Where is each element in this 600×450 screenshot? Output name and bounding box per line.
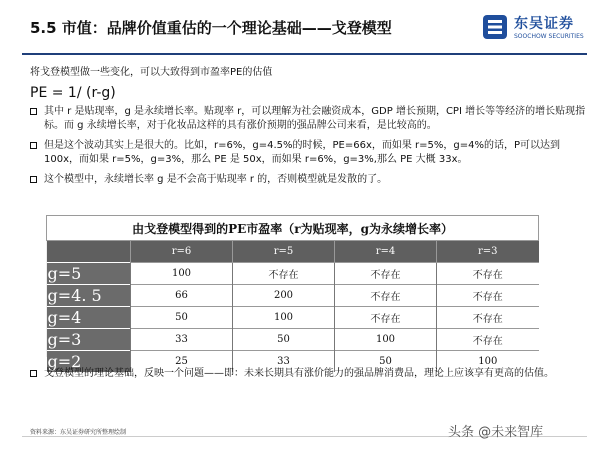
table-cell: 不存在 xyxy=(437,307,539,329)
pe-formula: PE = 1/ (r-g) xyxy=(30,85,116,101)
table-cell: 50 xyxy=(131,307,233,329)
checkbox-bullet-icon xyxy=(30,108,37,115)
table-cell: 100 xyxy=(131,263,233,285)
table-cell: 不存在 xyxy=(437,285,539,307)
table-cell: 不存在 xyxy=(233,263,335,285)
table-cell: 50 xyxy=(335,351,437,373)
slide-content xyxy=(30,66,586,193)
table-cell: 66 xyxy=(131,285,233,307)
row-header: g=5 xyxy=(47,263,131,285)
column-header: r=4 xyxy=(335,241,437,263)
pe-table-panel xyxy=(46,215,538,371)
table-title-row xyxy=(47,216,539,241)
table-row xyxy=(47,263,539,285)
table-cell: 33 xyxy=(131,329,233,351)
logo-text-en: SOOCHOW SECURITIES xyxy=(514,33,584,40)
column-header: r=6 xyxy=(131,241,233,263)
checkbox-bullet-icon xyxy=(30,176,37,183)
header-divider xyxy=(22,53,587,55)
table-title: 由戈登模型得到的PE市盈率（r为贴现率，g为永续增长率） xyxy=(47,216,539,241)
bullet-text: 这个模型中，永续增长率 g 是不会高于贴现率 r 的，否则模型就是发散的了。 xyxy=(44,174,388,185)
row-header: g=4 xyxy=(47,307,131,329)
table-cell: 25 xyxy=(131,351,233,373)
table-cell: 100 xyxy=(233,307,335,329)
source-note: 资料来源：东吴证券研究所整理绘制 xyxy=(30,429,127,436)
checkbox-bullet-icon xyxy=(30,370,37,377)
table-cell: 33 xyxy=(233,351,335,373)
table-cell: 不存在 xyxy=(335,263,437,285)
bullet-text: 戈登模型的理论基础，反映一个问题——即：未来长期具有涨价能力的强品牌消费品，理论上应该享有更高的估值。 xyxy=(44,368,554,379)
table-cell: 100 xyxy=(335,329,437,351)
soochow-logo xyxy=(480,10,590,46)
table-cell: 不存在 xyxy=(437,329,539,351)
column-header: r=3 xyxy=(437,241,539,263)
watermark-text: 头条 @未来智库 xyxy=(448,425,544,440)
slide-header xyxy=(0,0,600,56)
table-cell: 不存在 xyxy=(335,285,437,307)
table-cell: 不存在 xyxy=(335,307,437,329)
checkbox-bullet-icon xyxy=(30,142,37,149)
row-header: g=3 xyxy=(47,329,131,351)
column-header: r=5 xyxy=(233,241,335,263)
table-cell: 50 xyxy=(233,329,335,351)
table-cell: 100 xyxy=(437,351,539,373)
bullet-text: 其中 r 是贴现率，g 是永续增长率。贴现率 r，可以理解为社会融资成本，GDP 增长预期，CPI 增长等等经济的增长贴现指标。而 g 永续增长率，对于化妆品这样的具有涨价预期的强品牌公司来看，是比较高的。 xyxy=(44,106,586,131)
slide-title: 5.5 市值：品牌价值重估的一个理论基础——戈登模型 xyxy=(30,19,392,37)
row-header: g=4. 5 xyxy=(47,285,131,307)
table-cell: 200 xyxy=(233,285,335,307)
bullet-item xyxy=(30,367,586,381)
row-header: g=2 xyxy=(47,351,131,373)
table-row xyxy=(47,307,539,329)
conclusion-section xyxy=(30,367,586,387)
logo-text-cn: 东吴证券 xyxy=(514,16,574,32)
bullet-item xyxy=(30,173,586,187)
bullet-item xyxy=(30,105,586,133)
bullet-text: 但是这个波动其实上是很大的。比如，r=6%，g=4.5%的时候，PE=66x，而如果 r=5%，g=4%的话，P可以达到 100x，而如果 r=5%，g=3%，那么 PE 是 50x，而如果 r=6%，g=3%,那么 PE 大概 33x。 xyxy=(44,140,561,165)
pe-table xyxy=(46,215,539,372)
logo-mark-icon xyxy=(480,12,510,42)
table-cell: 不存在 xyxy=(437,263,539,285)
table-row xyxy=(47,285,539,307)
table-row xyxy=(47,329,539,351)
bullet-item xyxy=(30,139,586,167)
lead-text: 将戈登模型做一些变化，可以大致得到市盈率PE的估值 xyxy=(30,67,273,78)
table-header-row xyxy=(47,241,539,263)
table-corner xyxy=(47,241,131,263)
